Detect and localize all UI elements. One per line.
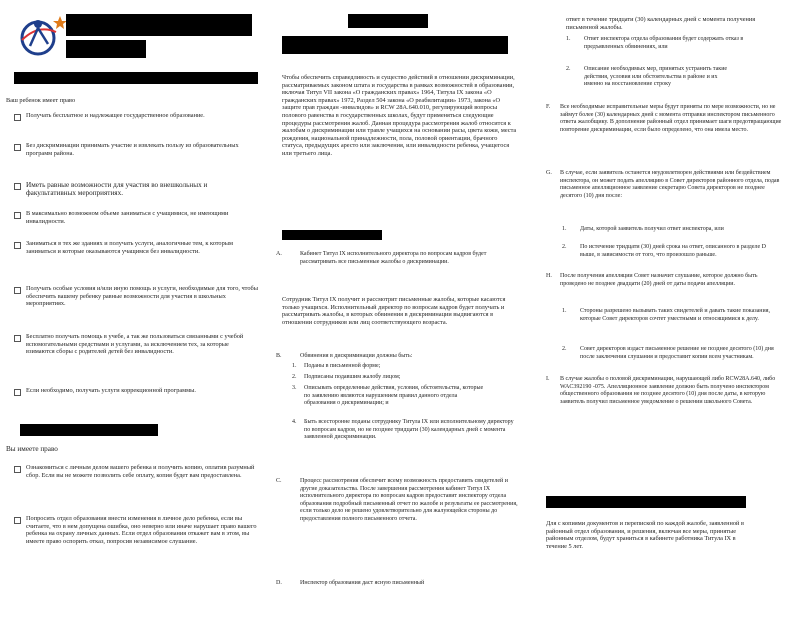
- list-item: Попросить отдел образования внести изменения в личное дело ребенка, если вы считаете, что в нем допущена ошибка, оно неверно или иначе нарушает право вашего ребенка на охрану личных данных. Если отдел образования откажет вам в этом, вы имеете право оспорить отказ, попросив независимое слушание.: [14, 515, 258, 595]
- you-have-right-heading: Вы имеете право: [6, 445, 58, 453]
- response-continuation: ответ в течение тридцати (30) календарных дней с момента получения письменной жалобы.: [566, 16, 756, 31]
- rights-list: [14, 112, 258, 412]
- records-retention-text: Для с копиями документов и перепиской по каждой жалобе, заявленной в районный отдел образования, и решения, включая все меры, принятые районным отделом, будут храниться в кабинете работника Титула IX в течение 5 лет.: [546, 520, 744, 550]
- section-f: F. Все необходимые исправительные меры будут приняты по мере возможности, но не займут более (30) календарных дней с момента отправки инспектором письменного ответа жалобщику. В дополнение районный отдел принимает шаги предотвращающие повторение дискриминации, если было определено, что она имела место.: [546, 104, 782, 133]
- column-right: ответ в течение тридцати (30) календарных дней с момента получения письменной жалобы. 1. Ответ инспектора отдела образования будет содержать отказ в предъявленных обвинениях, или 2. Описание необходимых мер, принятых устранить такие действия, условия или обстоятельства в районе и их именно на восстановление строку F. Все необходимые исправительные меры будут приняты по мере возможности, но не займут более (30) календарных дней с момента отправки инспектором письменного ответа жалобщику. В дополнение районный отдел принимает шаги предотвращающие повторение дискриминации, если было определено, что она имела место. G. В случае, если заявитель останется неудовлетворен действиями или бездействием инспектора, он может подать апелляцию в Совет директоров районного отдела, подав письменное апелляционное заявление секретарю Совета директоров не позднее десятого (10) дня после: 1. Даты, которой заявитель получил ответ инспектора, или 2. По истечение тридцати (30) дней срока на ответ, описанного в разделе D выше, в зависимости от того, что произошло раньше. H. После получения апелляции Совет назначит слушание, которое должно быть проведено не позднее двадцати (20) дней от даты подачи апелляции. 1. Стороны разрешено вызывать таких свидетелей и давать такие показания, которые Совет директоров сочтет уместными и относящимися к делу. 2. Совет директоров издаст письменное решение не позднее десятого (10) дня после заключения слушания и предоставит копии всем участникам. I. В случае жалобы о половой дискриминации, нарушающей либо RCW28A.640, либо WAC392190 -075. Апелляционное заявление должно быть получено инспектором общественного образования не позднее десятого (10) дня после даты, в которую заявитель получил письменное уведомление о решении школьного Совета. Для с копиями документов и перепиской по каждой жалобе, заявленной в районный отдел образования, и решения, включая все меры, принятые районным отделом, будут храниться в кабинете работника Титула IX в течение 5 лет.: [540, 0, 790, 618]
- section-h: H. После получения апелляции Совет назначит слушание, которое должно быть проведено не позднее двадцати (20) дней от даты подачи апелляции.: [546, 273, 758, 287]
- bullet-icon: [14, 212, 21, 219]
- section-heading-bar: [546, 496, 746, 508]
- list-item: Если необходимо, получать услуги коррекционной программы.: [14, 387, 258, 407]
- list-item: Заниматься в тех же зданиях и получать услуги, аналогичные тем, к которым заниматься и которые оказываются учащимся без инвалидности.: [14, 240, 258, 274]
- bullet-icon: [14, 242, 21, 249]
- bullet-icon: [14, 144, 21, 151]
- section-a-detail: Сотрудник Титул IX получит и рассмотрит письменные жалобы, которые касаются только учащихся. Исполнительный директор по вопросам кадров будет получать и рассматривать жалобы, в которых обвинения в дискриминации выдвигаются в отношении сотрудников или лиц соответствующего возраста.: [282, 296, 506, 326]
- section-b: B. Обвинения в дискриминации должны быть: 1. Поданы в письменной форме; 2. Подписаны подавшим жалобу лицом; 3. Описывать определенные действия, условия, обстоятельства, которые по заявлению являются нарушением правил данного отдела образования о дискриминации; и 4. Быть всесторонне поданы сотруднику Титула IX или исполнительному директору по вопросам кадров, но не позднее тридцати (30) календарных дней с момента заявленной дискриминации.: [276, 353, 514, 441]
- complaint-procedure-intro: Чтобы обеспечить справедливость и существо действий в отношении дискриминации, рассматриваемых законом штата и государства в рамках возможностей в образовании, включая Титул VII закона «О гражданских правах» 1964, Титула IX закона «О гражданских правах» 1972, Раздел 504 закона «О реабилитации» 1973, закона «О защите прав граждан -инвалидов» и RCW 28A.640.010, регулирующий вопросы полового равенства в государственных школах, будут применяться следующие процедуры рассмотрения жалоб. Данная процедура рассмотрения жалоб относится к жалобам о дискриминации или травле учащихся на основании расы, цвета кожи, места рождения, национальной принадлежности, пола, половой ориентации, брачного статуса, предыдущих аресто или заключения, или инвалидности ребенка, учащегося или третьего лица.: [282, 74, 517, 157]
- list-item: Получать бесплатное и надлежащее государственное образование.: [14, 112, 258, 132]
- list-item: В максимально возможном объеме заниматься с учащимися, не имеющими инвалидности.: [14, 210, 258, 230]
- list-item: Получать особые условия и/или иную помощь и услуги, необходимые для того, чтобы обеспечить вашему ребенку равные возможности для участия в школьных мероприятиях.: [14, 285, 258, 321]
- column-middle: [270, 0, 532, 618]
- column-left: [6, 0, 258, 618]
- bullet-icon: [14, 287, 21, 294]
- section-heading-bar: [14, 72, 258, 84]
- bullet-icon: [14, 183, 21, 190]
- section-g: G. В случае, если заявитель останется неудовлетворен действиями или бездействием инспектора, он может подать апелляцию в Совет директоров районного отдела, подав письменное апелляционное заявление секретарю Совета директоров не позднее десятого (10) дня после:: [546, 170, 780, 199]
- section-heading-bar: [20, 424, 158, 436]
- bullet-icon: [14, 517, 21, 524]
- list-item: Ознакомиться с личным делом вашего ребенка и получить копию, оплатив разумный сбор. Если вы не можете позволить себе оплату, копия будет вам предоставлена.: [14, 464, 258, 504]
- section-c: C. Процесс рассмотрения обеспечит всему возможность предоставить свидетелей и другие доказательства. После завершения рассмотрения кабинет Титул IX исполнительного директора по вопросам кадров предоставит инспектору отдела образования подробный письменный отчет по жалобе и результаты ее рассмотрения, если только дело не решено удовлетворительно для жалующейся стороны до предоставления полного письменного отчета.: [276, 478, 518, 522]
- bullet-icon: [14, 466, 21, 473]
- rights-intro: Ваш ребенок имеет право: [6, 97, 76, 104]
- bullet-icon: [14, 114, 21, 121]
- title-redaction-bar-2: [282, 36, 508, 54]
- list-item: Без дискриминации принимать участие и извлекать пользу из образовательных программ района.: [14, 142, 258, 170]
- list-item: Иметь равные возможности для участия во внешкольных и факультативных мероприятиях.: [14, 181, 258, 201]
- list-item: Бесплатно получать помощь в учебе, а так же пользоваться связанными с учебой вспомогательными средствами и услугами, за исключением тех, за которые взимаются сборы с родителей детей без инвалидности.: [14, 333, 258, 377]
- section-d: D. Инспектор образования даст ясную письменный: [276, 580, 425, 586]
- section-a: A. Кабинет Титул IX исполнительного директора по вопросам кадров будет рассматривать все письменные жалобы о дискриминации.: [276, 251, 487, 265]
- section-heading-bar: [282, 230, 382, 240]
- title-redaction-bar: [348, 14, 428, 28]
- header-redaction-bar: [66, 14, 252, 36]
- bullet-icon: [14, 389, 21, 396]
- header-redaction-bar-2: [66, 40, 146, 58]
- section-i: I. В случае жалобы о половой дискриминации, нарушающей либо RCW28A.640, либо WAC392190 -075. Апелляционное заявление должно быть получено инспектором общественного образования не позднее десятого (10) дня после даты, в которую заявитель получил письменное уведомление о решении школьного Совета.: [546, 376, 776, 405]
- organization-logo: [16, 10, 66, 60]
- bullet-icon: [14, 335, 21, 342]
